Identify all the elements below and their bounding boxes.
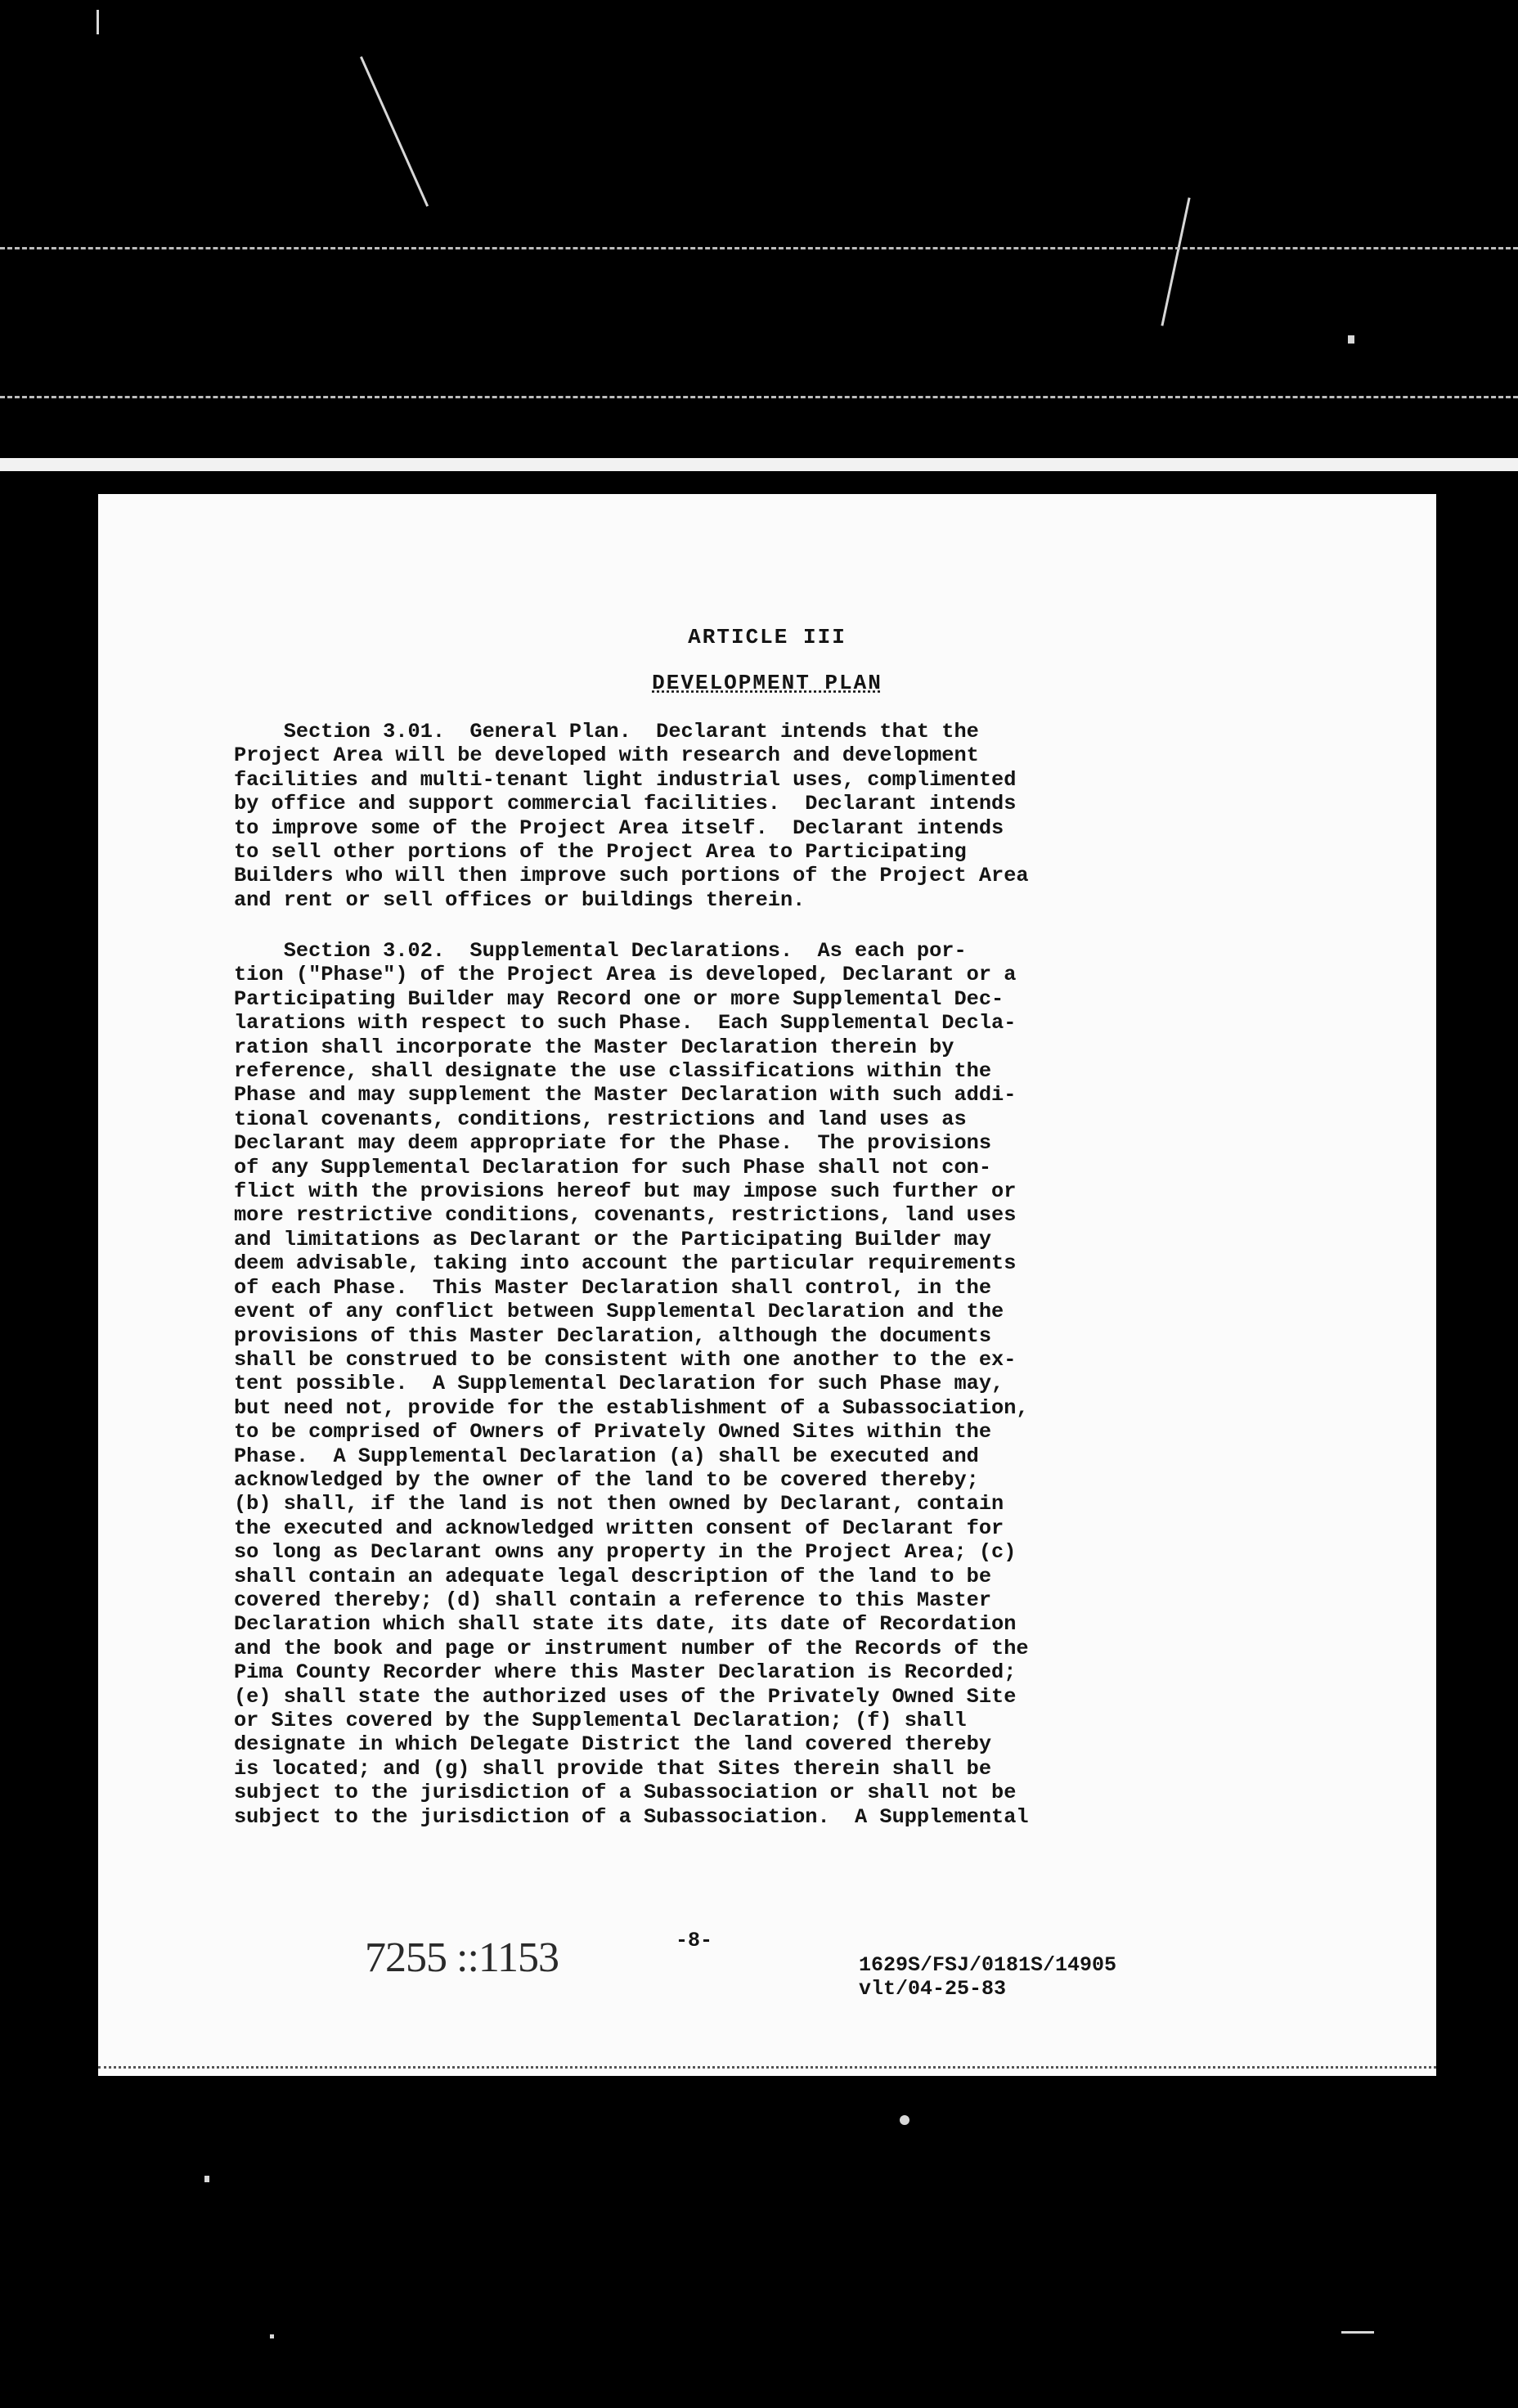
paragraph-line: to improve some of the Project Area itself. Declarant intends bbox=[234, 815, 1004, 840]
paragraph-line: reference, shall designate the use classifications within the bbox=[234, 1059, 992, 1084]
paragraph-line: Phase and may supplement the Master Declaration with such addi- bbox=[234, 1083, 1017, 1107]
scan-white-band bbox=[0, 458, 1518, 471]
paragraph-line: and rent or sell offices or buildings therein. bbox=[234, 887, 806, 912]
reference-line: vlt/04-25-83 bbox=[859, 1977, 1007, 2001]
paragraph-line: tion ("Phase") of the Project Area is developed, Declarant or a bbox=[234, 963, 1017, 987]
paragraph-line: and the book and page or instrument number of the Records of the bbox=[234, 1636, 1029, 1660]
scan-mark bbox=[900, 2115, 909, 2125]
paragraph-line: the executed and acknowledged written consent of Declarant for bbox=[234, 1516, 1004, 1540]
scan-mark bbox=[1161, 197, 1190, 326]
paragraph-line: Section 3.02. Supplemental Declarations. As each por- bbox=[234, 939, 967, 963]
paragraph-line: covered thereby; (d) shall contain a reference to this Master bbox=[234, 1588, 992, 1612]
paragraph-line: Phase. A Supplemental Declaration (a) shall be executed and bbox=[234, 1444, 979, 1468]
paragraph-line: to sell other portions of the Project Area to Participating bbox=[234, 840, 967, 865]
paragraph-line: more restrictive conditions, covenants, restrictions, land uses bbox=[234, 1203, 1017, 1228]
paragraph-line: Declaration which shall state its date, its date of Recordation bbox=[234, 1612, 1017, 1637]
docket-number: 7255 ::1153 bbox=[365, 1934, 559, 1981]
paragraph-line: Declarant may deem appropriate for the Phase. The provisions bbox=[234, 1131, 992, 1156]
paragraph-line: but need not, provide for the establishment of a Subassociation, bbox=[234, 1395, 1029, 1420]
paragraph-line: (e) shall state the authorized uses of the Privately Owned Site bbox=[234, 1684, 1017, 1709]
scan-mark bbox=[360, 56, 429, 207]
scan-mark bbox=[1341, 2331, 1374, 2334]
paragraph-line: subject to the jurisdiction of a Subassociation. A Supplemental bbox=[234, 1804, 1029, 1829]
paragraph-line: larations with respect to such Phase. Each Supplemental Decla- bbox=[234, 1011, 1017, 1036]
paragraph-line: flict with the provisions hereof but may impose such further or bbox=[234, 1179, 1017, 1204]
paragraph-line: deem advisable, taking into account the particular requirements bbox=[234, 1251, 1017, 1276]
paragraph-line: tional covenants, conditions, restrictions and land uses as bbox=[234, 1107, 967, 1131]
paragraph-line: to be comprised of Owners of Privately Owned Sites within the bbox=[234, 1420, 992, 1444]
paragraph-line: Section 3.01. General Plan. Declarant intends that the bbox=[234, 720, 979, 744]
section-heading bbox=[98, 671, 1436, 695]
section-3-02-paragraph bbox=[234, 939, 1363, 1829]
section-heading-text: DEVELOPMENT PLAN bbox=[652, 671, 883, 695]
scan-dash-line bbox=[0, 247, 1518, 249]
paragraph-line: Pima County Recorder where this Master Declaration is Recorded; bbox=[234, 1660, 1017, 1685]
paragraph-line: Participating Builder may Record one or more Supplemental Dec- bbox=[234, 986, 1004, 1011]
paragraph-line: acknowledged by the owner of the land to be covered thereby; bbox=[234, 1467, 979, 1492]
paragraph-line: Builders who will then improve such portions of the Project Area bbox=[234, 864, 1029, 888]
paragraph-line: facilities and multi-tenant light industrial uses, complimented bbox=[234, 767, 1017, 792]
page-number: -8- bbox=[676, 1929, 713, 1952]
paragraph-line: provisions of this Master Declaration, although the documents bbox=[234, 1323, 992, 1348]
paragraph-line: (b) shall, if the land is not then owned by Declarant, contain bbox=[234, 1492, 1004, 1516]
scan-mark bbox=[97, 10, 99, 34]
scan-mark bbox=[270, 2334, 274, 2338]
section-3-01-paragraph bbox=[234, 720, 1363, 912]
paragraph-line: ration shall incorporate the Master Declaration therein by bbox=[234, 1035, 954, 1059]
paragraph-line: of each Phase. This Master Declaration shall control, in the bbox=[234, 1275, 992, 1300]
scan-bottom-edge bbox=[98, 2066, 1436, 2069]
scan-mark bbox=[204, 2176, 209, 2182]
paragraph-line: shall contain an adequate legal description of the land to be bbox=[234, 1564, 992, 1588]
reference-line: 1629S/FSJ/0181S/14905 bbox=[859, 1953, 1117, 1977]
paragraph-line: designate in which Delegate District the land covered thereby bbox=[234, 1732, 992, 1757]
paragraph-line: so long as Declarant owns any property in the Project Area; (c) bbox=[234, 1540, 1017, 1565]
paragraph-line: tent possible. A Supplemental Declaration for such Phase may, bbox=[234, 1372, 1004, 1396]
scan-mark bbox=[1348, 335, 1354, 344]
paragraph-line: or Sites covered by the Supplemental Declaration; (f) shall bbox=[234, 1709, 967, 1732]
paragraph-line: is located; and (g) shall provide that Sites therein shall be bbox=[234, 1756, 992, 1781]
document-page bbox=[98, 494, 1436, 2076]
paragraph-line: event of any conflict between Supplemental Declaration and the bbox=[234, 1300, 1004, 1324]
paragraph-line: Project Area will be developed with research and development bbox=[234, 744, 979, 768]
article-heading: ARTICLE III bbox=[688, 625, 847, 649]
paragraph-line: subject to the jurisdiction of a Subassociation or shall not be bbox=[234, 1781, 1017, 1805]
paragraph-line: and limitations as Declarant or the Participating Builder may bbox=[234, 1227, 992, 1251]
paragraph-line: shall be construed to be consistent with one another to the ex- bbox=[234, 1347, 1017, 1372]
paragraph-line: of any Supplemental Declaration for such Phase shall not con- bbox=[234, 1155, 992, 1179]
paragraph-line: by office and support commercial facilities. Declarant intends bbox=[234, 792, 1017, 816]
scan-dash-line bbox=[0, 396, 1518, 398]
document-reference bbox=[859, 1953, 1116, 2001]
